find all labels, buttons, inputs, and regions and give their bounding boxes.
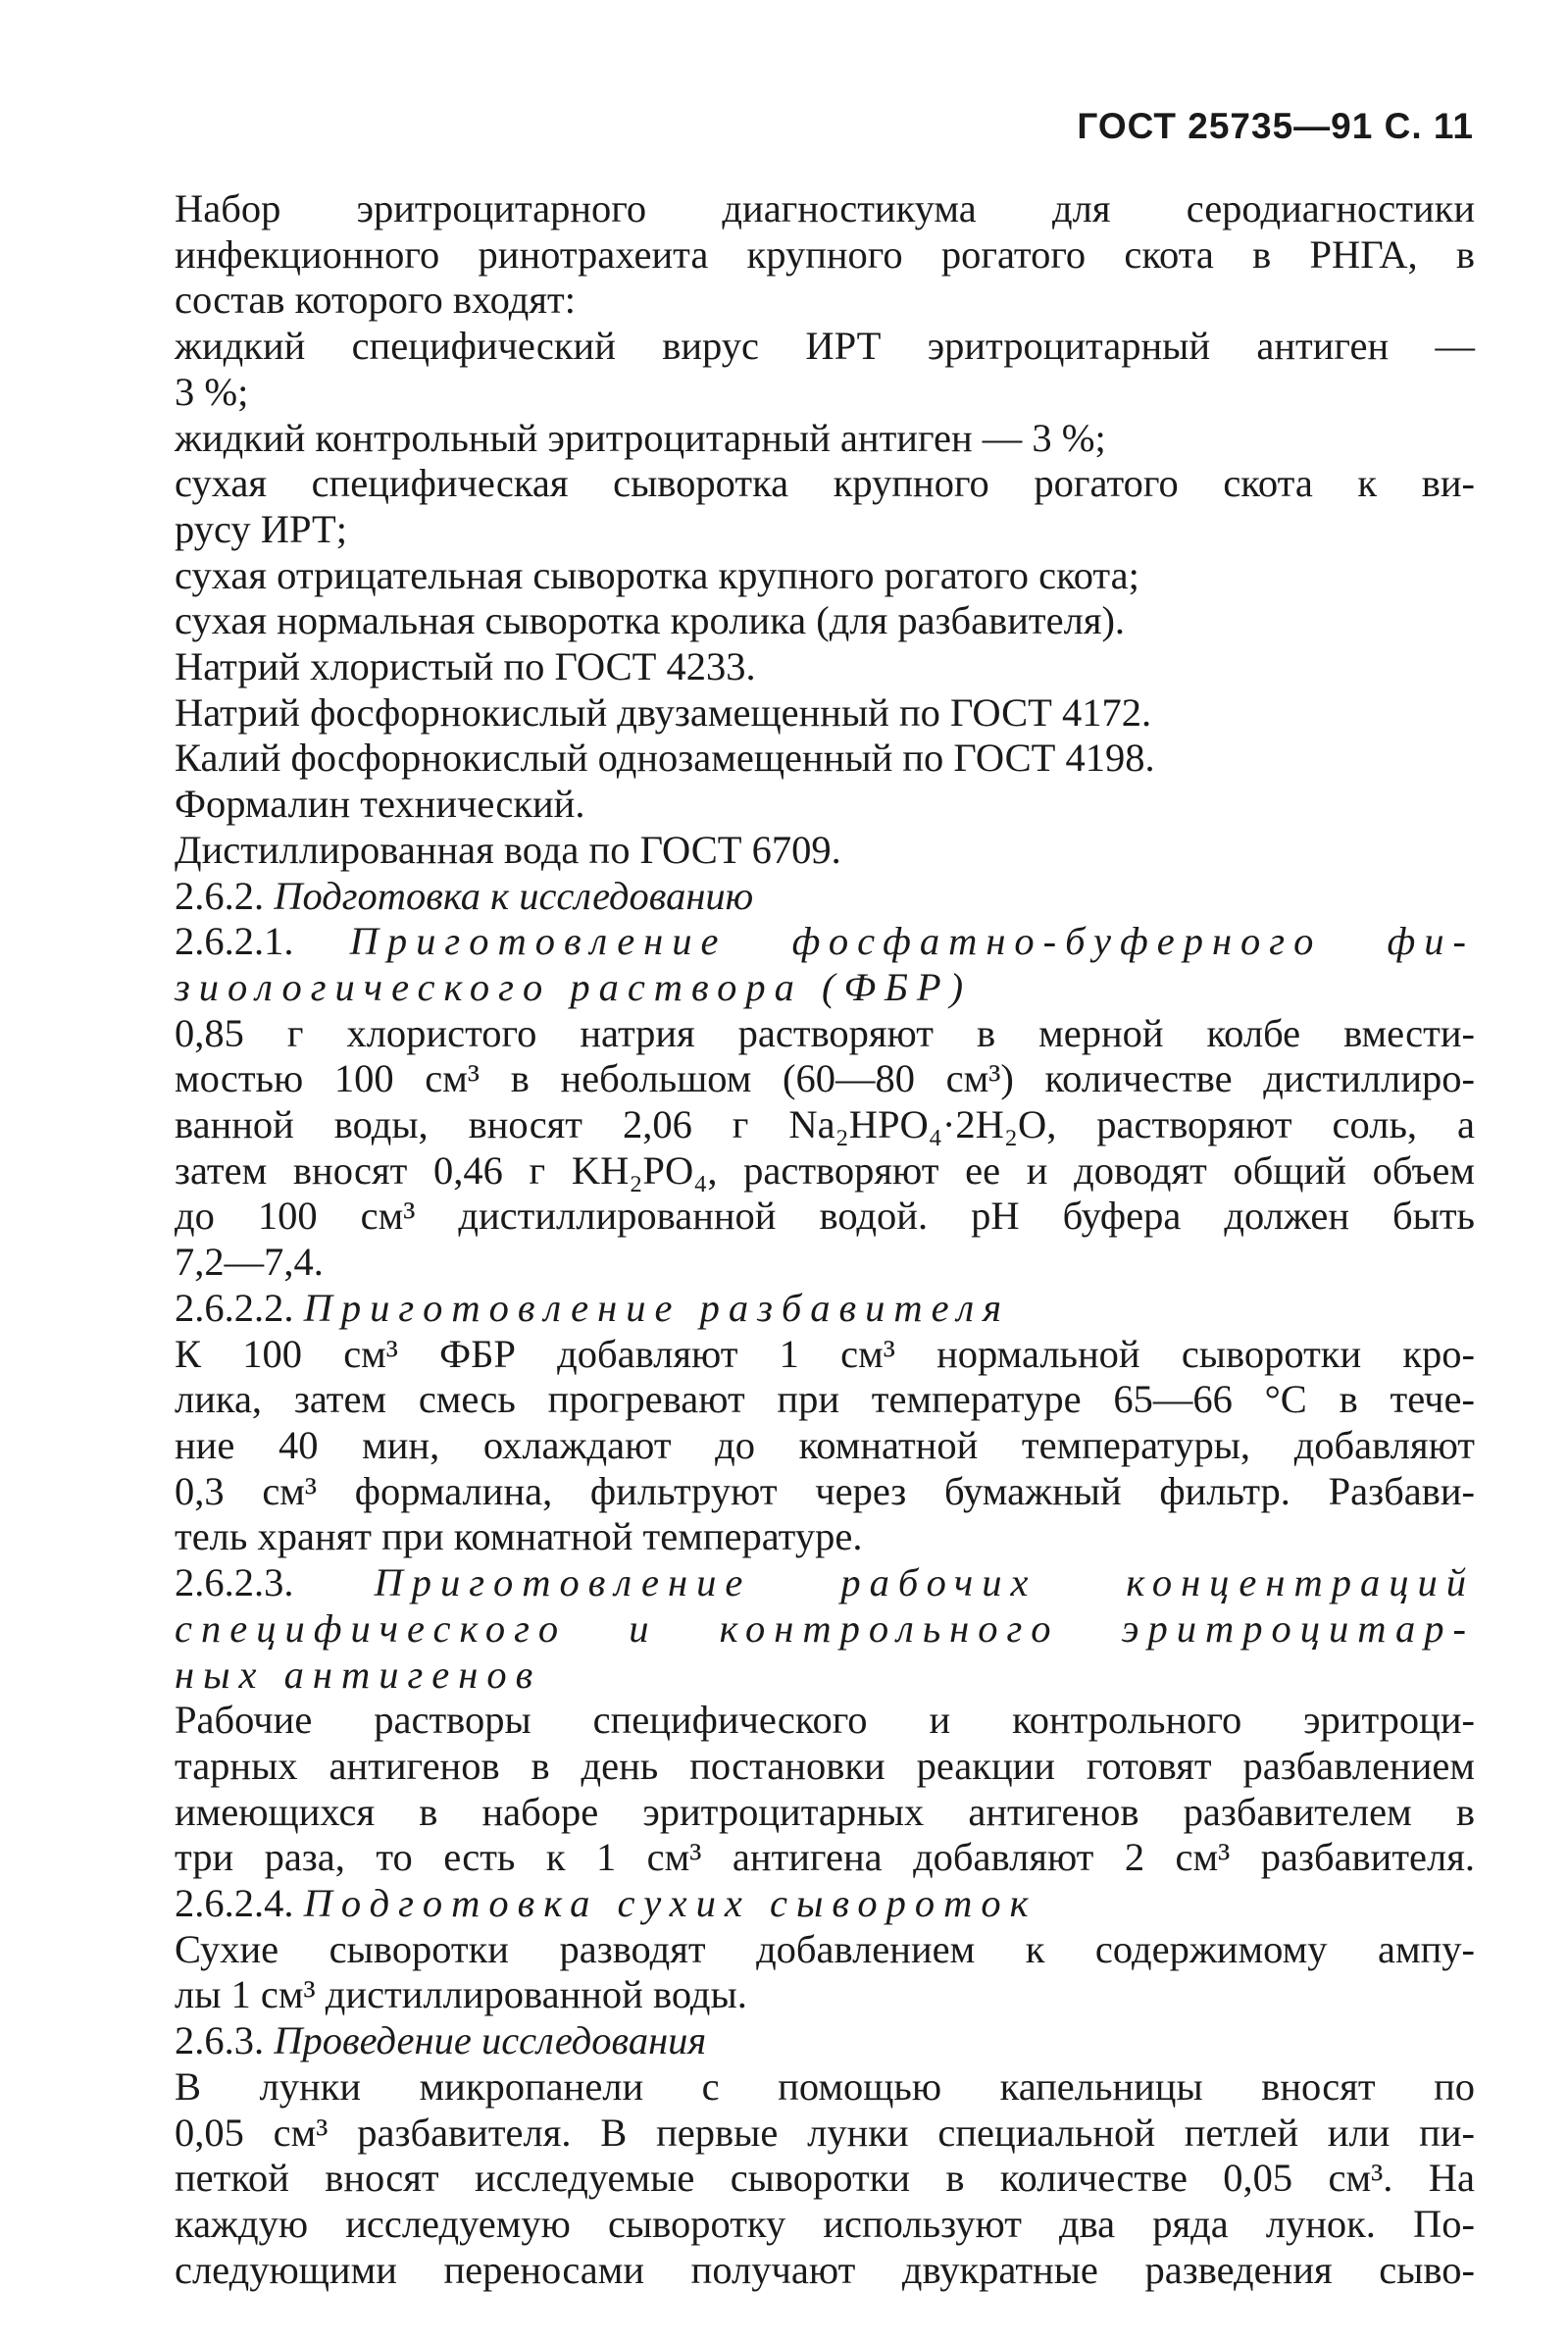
text-line: тель хранят при комнатной температуре. — [175, 1514, 863, 1559]
section-heading-cont — [175, 1606, 1475, 1653]
section-number: 2.6.2.4. — [175, 1881, 294, 1926]
text-line: Дистиллированная вода по ГОСТ 6709. — [175, 827, 841, 872]
section-title: Приготовление разбавителя — [303, 1285, 1011, 1330]
text-line: Набор эритроцитарного диагностикума для серодиагностики — [175, 186, 1475, 230]
text-line: жидкий контрольный эритроцитарный антиген — 3 %; — [175, 415, 1106, 460]
section-heading — [175, 919, 1475, 965]
text-line: имеющихся в наборе эритроцитарных антигенов разбавителем в — [175, 1789, 1475, 1834]
text-line: 0,05 см³ разбавителя. В первые лунки специальной петлей или пи- — [175, 2110, 1475, 2155]
section-title: Подготовка к исследованию — [274, 873, 754, 918]
text-line: инфекционного ринотрахеита крупного рогатого скота в РНГА, в — [175, 231, 1475, 277]
document-body — [175, 186, 1475, 2293]
text-line: русу ИРТ; — [175, 506, 348, 551]
text-line: до 100 см³ дистиллированной водой. pH буфера должен быть — [175, 1194, 1475, 1239]
text-line: состав которого входят: — [175, 278, 576, 323]
section-heading — [175, 1286, 1475, 1332]
section-title: Приготовление рабочих концентраций — [374, 1560, 1475, 1605]
text-line: В лунки микропанели с помощью капельницы вносят по — [175, 2063, 1475, 2109]
section-heading-cont — [175, 965, 1475, 1011]
section-title: Подготовка сухих сывороток — [303, 1881, 1037, 1926]
text-line: ванной воды, вносят 2,06 г Na₂HPO₄·2H₂O, растворяют соль, а — [175, 1102, 1475, 1147]
text-line: три раза, то есть к 1 см³ антигена добавляют 2 см³ разбавителя. — [175, 1835, 1475, 1880]
section-title: зиологического раствора (ФБР) — [175, 964, 973, 1009]
text-line: петкой вносят исследуемые сыворотки в количестве 0,05 см³. На — [175, 2156, 1475, 2201]
text-line: Калий фосфорнокислый однозамещенный по ГОСТ 4198. — [175, 736, 1155, 781]
text-line: тарных антигенов в день постановки реакции готовят разбавлением — [175, 1743, 1475, 1788]
section-title: специфического и контрольного эритроцитар- — [175, 1605, 1475, 1651]
text-line: Рабочие растворы специфического и контрольного эритроци- — [175, 1698, 1475, 1743]
section-number: 2.6.2. — [175, 873, 265, 918]
text-line: 3 %; — [175, 369, 249, 414]
text-line: Сухие сыворотки разводят добавлением к содержимому ампу- — [175, 1926, 1475, 1971]
text-line: лика, затем смесь прогревают при температуре 65—66 °С в тече- — [175, 1377, 1475, 1422]
section-number: 2.6.2.1. — [175, 919, 294, 964]
section-heading — [175, 874, 1475, 920]
section-heading — [175, 1881, 1475, 1927]
section-heading-cont — [175, 1653, 1475, 1699]
text-line: сухая специфическая сыворотка крупного рогатого скота к ви- — [175, 461, 1475, 506]
section-title: Приготовление фосфатно-буферного фи- — [349, 919, 1475, 964]
page-header: ГОСТ 25735—91 С. 11 — [1077, 106, 1474, 146]
section-number: 2.6.2.3. — [175, 1560, 294, 1605]
section-number: 2.6.3. — [175, 2018, 265, 2063]
text-line: К 100 см³ ФБР добавляют 1 см³ нормальной сыворотки кро- — [175, 1331, 1475, 1376]
text-line: сухая отрицательная сыворотка крупного рогатого скота; — [175, 552, 1139, 597]
text-line: каждую исследуемую сыворотку используют два ряда лунок. По- — [175, 2201, 1475, 2246]
section-title: Проведение исследования — [274, 2018, 707, 2063]
text-line: жидкий специфический вирус ИРТ эритроцитарный антиген — — [175, 324, 1475, 369]
text-line: 0,3 см³ формалина, фильтруют через бумажный фильтр. Разбави- — [175, 1468, 1475, 1513]
text-line: следующими переносами получают двукратные разведения сыво- — [175, 2247, 1475, 2292]
text-line: ние 40 мин, охлаждают до комнатной температуры, добавляют — [175, 1422, 1475, 1467]
text-line: затем вносят 0,46 г KH₂PO₄, растворяют ее и доводят общий объем — [175, 1147, 1475, 1193]
section-heading — [175, 2018, 1475, 2064]
section-title: ных антигенов — [175, 1652, 542, 1697]
section-heading — [175, 1560, 1475, 1606]
text-line: сухая нормальная сыворотка кролика (для разбавителя). — [175, 598, 1126, 643]
text-line: лы 1 см³ дистиллированной воды. — [175, 1972, 747, 2017]
text-line: 7,2—7,4. — [175, 1240, 324, 1285]
text-line: Формалин технический. — [175, 782, 585, 827]
text-line: мостью 100 см³ в небольшом (60—80 см³) количестве дистиллиро- — [175, 1056, 1475, 1101]
text-line: Натрий фосфорнокислый двузамещенный по ГОСТ 4172. — [175, 689, 1152, 735]
text-line: 0,85 г хлористого натрия растворяют в мерной колбе вмести- — [175, 1010, 1475, 1055]
section-number: 2.6.2.2. — [175, 1285, 294, 1330]
text-line: Натрий хлористый по ГОСТ 4233. — [175, 644, 756, 689]
